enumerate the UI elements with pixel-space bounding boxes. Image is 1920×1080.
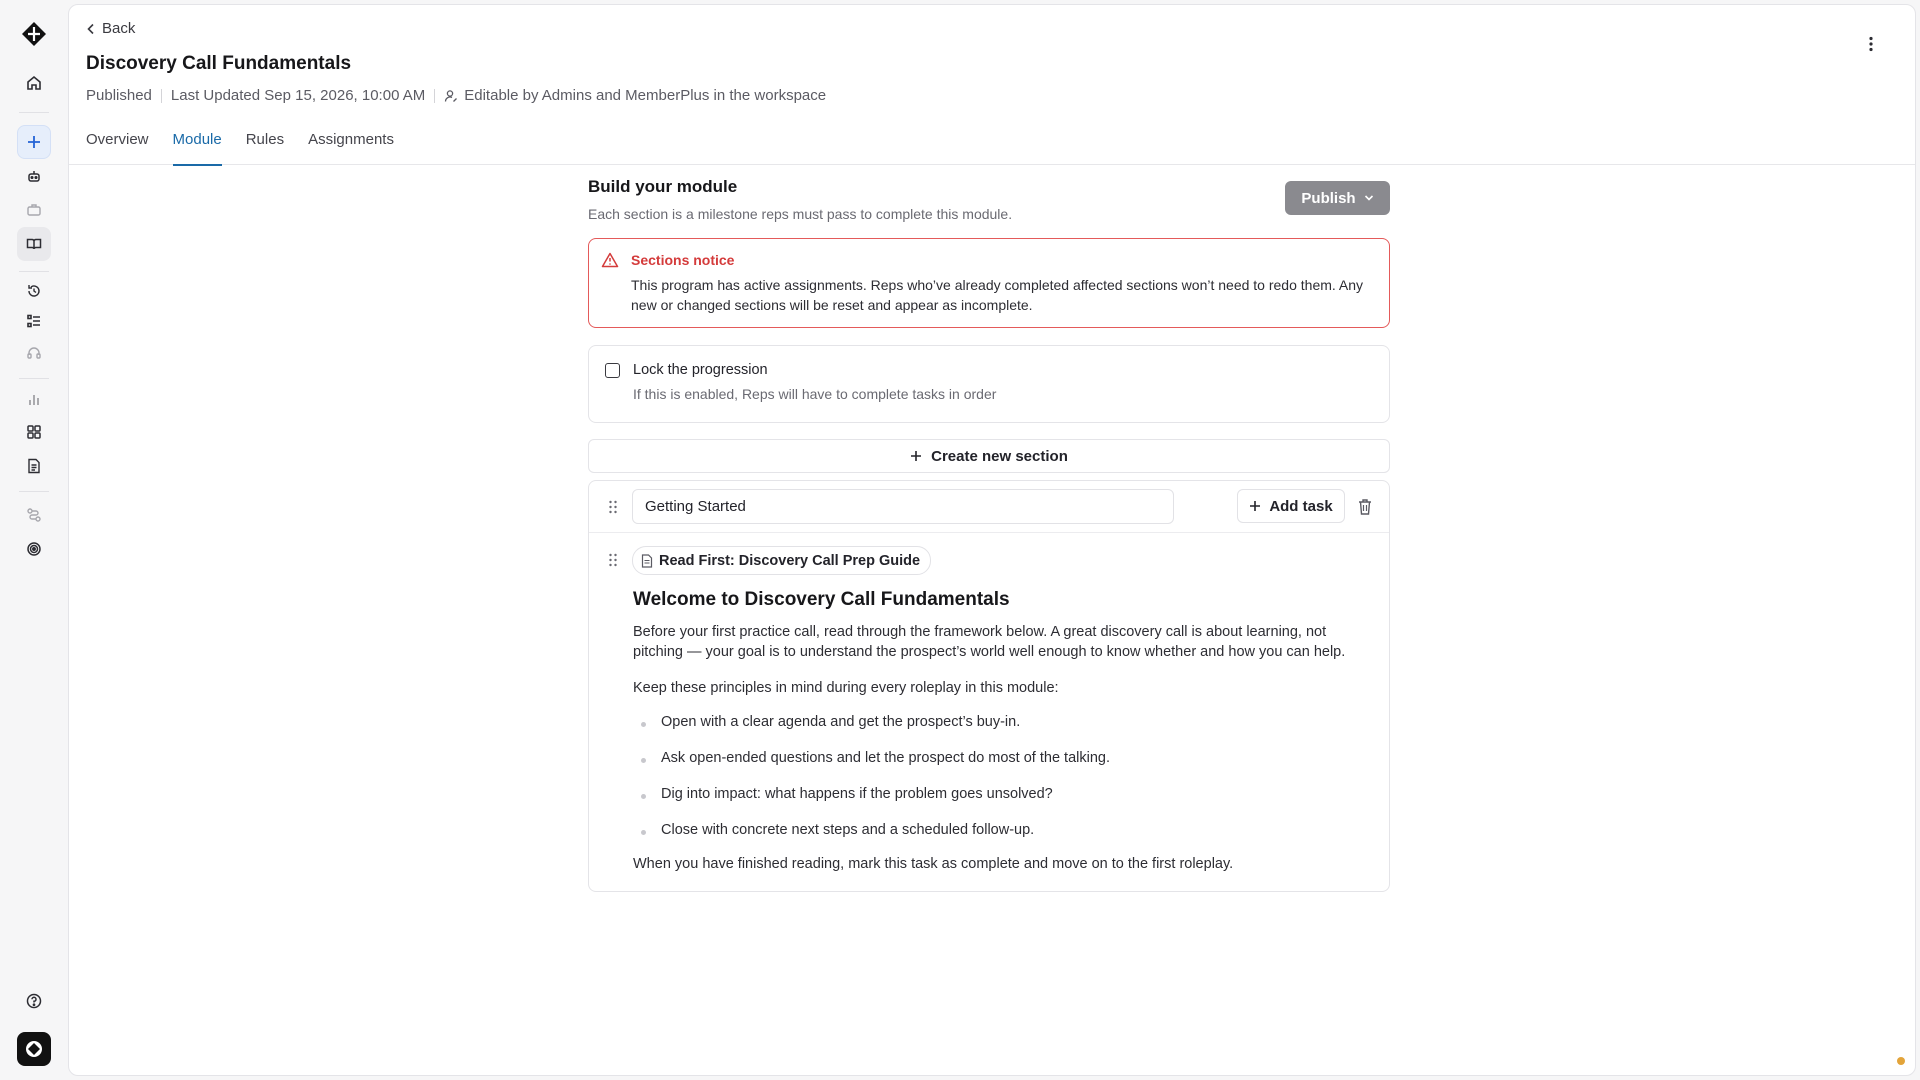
- home-icon[interactable]: [17, 66, 51, 100]
- chevron-left-icon: [86, 23, 96, 35]
- more-options-icon[interactable]: [1861, 33, 1881, 55]
- task-item: [589, 533, 1389, 891]
- task-chip[interactable]: [632, 546, 931, 575]
- list-icon[interactable]: [17, 306, 51, 336]
- bar-chart-icon[interactable]: [17, 385, 51, 415]
- task-closing: When you have finished reading, mark this task as complete and move on to the first roleplay.: [633, 856, 1234, 872]
- lock-progression-card: [588, 345, 1390, 423]
- main-panel: [68, 4, 1916, 1076]
- chevron-down-icon: [1364, 194, 1374, 202]
- document-icon[interactable]: [17, 449, 51, 483]
- rail-divider: [19, 378, 49, 379]
- help-icon[interactable]: [17, 984, 51, 1018]
- rail-divider: [19, 271, 49, 272]
- notice-text: This program has active assignments. Reps who’ve already completed affected sections won’t need to redo them. Any new or changed sections will be reset and appear as incomplete.: [631, 277, 1364, 313]
- bot-icon[interactable]: [17, 159, 51, 193]
- back-label: Back: [102, 20, 136, 37]
- task-content: [633, 589, 1373, 874]
- task-principles-intro: Keep these principles in mind during every roleplay in this module:: [633, 680, 1059, 696]
- drag-handle-icon[interactable]: [607, 500, 619, 514]
- user-edit-icon: [444, 89, 458, 103]
- left-rail: [0, 0, 68, 1080]
- page-meta: [86, 87, 826, 104]
- create-plus-icon[interactable]: [17, 125, 51, 159]
- lock-progression-description: If this is enabled, Reps will have to complete tasks in order: [633, 386, 997, 402]
- add-task-button[interactable]: [1237, 489, 1345, 523]
- book-open-icon[interactable]: [17, 227, 51, 261]
- notice-title: Sections notice: [631, 252, 735, 268]
- plus-icon: [910, 450, 922, 462]
- tab-assignments[interactable]: Assignments: [308, 131, 394, 148]
- grid-icon[interactable]: [17, 415, 51, 449]
- route-icon[interactable]: [17, 498, 51, 532]
- tab-bar: [86, 127, 394, 165]
- tab-module[interactable]: Module: [173, 127, 222, 165]
- principles-list: [633, 714, 1373, 858]
- meta-divider: [161, 89, 162, 103]
- section-card: [588, 480, 1390, 892]
- rail-divider: [19, 491, 49, 492]
- warning-icon: [601, 252, 619, 268]
- drag-handle-icon[interactable]: [607, 553, 619, 567]
- app-logo-icon[interactable]: [18, 18, 50, 50]
- build-title: Build your module: [588, 177, 738, 196]
- publish-label: Publish: [1301, 189, 1356, 207]
- task-intro: Before your first practice call, read through the framework below. A great discovery call is about learning, not pitching — your goal is to understand the prospect’s world well enough to know whether and how you can help.: [633, 624, 1346, 660]
- create-section-button[interactable]: [588, 439, 1390, 473]
- sections-notice: [588, 238, 1390, 328]
- list-item: Ask open-ended questions and let the prospect do most of the talking.: [633, 750, 1373, 786]
- status-text: Published: [86, 87, 152, 104]
- back-button[interactable]: [86, 20, 135, 37]
- section-header: [589, 481, 1389, 533]
- permissions-text: Editable by Admins and MemberPlus in the workspace: [464, 87, 827, 104]
- create-section-label: Create new section: [931, 447, 1068, 465]
- add-task-label: Add task: [1269, 497, 1333, 515]
- lock-progression-label: Lock the progression: [633, 362, 768, 378]
- list-item: Open with a clear agenda and get the prospect’s buy-in.: [633, 714, 1373, 750]
- meta-divider: [434, 89, 435, 103]
- module-builder: [588, 177, 1390, 892]
- history-icon[interactable]: [17, 276, 51, 306]
- target-icon[interactable]: [17, 532, 51, 566]
- status-dot: [1897, 1057, 1905, 1065]
- task-heading: Welcome to Discovery Call Fundamentals: [633, 589, 1010, 610]
- permissions: [444, 87, 826, 104]
- briefcase-icon[interactable]: [17, 193, 51, 227]
- tab-rules[interactable]: Rules: [245, 131, 285, 148]
- plus-icon: [1249, 500, 1261, 512]
- trash-icon[interactable]: [1357, 498, 1373, 516]
- task-chip-label: Read First: Discovery Call Prep Guide: [659, 552, 921, 569]
- section-name-input[interactable]: [632, 489, 1174, 524]
- page-header: [69, 5, 1915, 165]
- publish-button[interactable]: [1285, 181, 1390, 215]
- list-item: Dig into impact: what happens if the problem goes unsolved?: [633, 786, 1373, 822]
- build-subtitle: Each section is a milestone reps must pass to complete this module.: [588, 206, 1013, 222]
- last-updated-text: Last Updated Sep 15, 2026, 10:00 AM: [170, 87, 426, 104]
- document-icon: [641, 554, 653, 568]
- page-title: Discovery Call Fundamentals: [86, 53, 352, 74]
- workspace-avatar-icon[interactable]: [17, 1032, 51, 1066]
- lock-progression-checkbox[interactable]: [605, 363, 620, 378]
- tab-overview[interactable]: Overview: [86, 131, 149, 148]
- rail-divider: [19, 112, 49, 113]
- headset-icon[interactable]: [17, 336, 51, 370]
- list-item: Close with concrete next steps and a scheduled follow-up.: [633, 822, 1373, 858]
